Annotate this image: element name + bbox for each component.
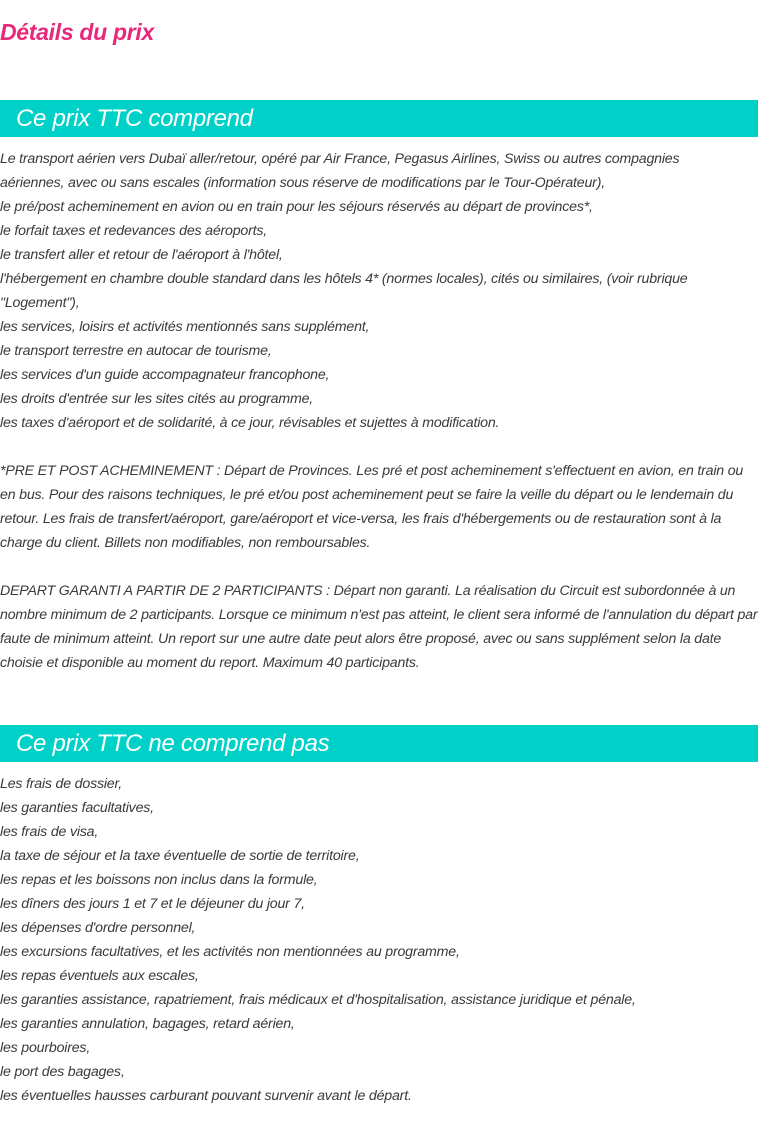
list-item: Les frais de dossier, [0,776,122,792]
list-item: la taxe de séjour et la taxe éventuelle de sortie de territoire, [0,848,360,864]
list-item: l'hébergement en chambre double standard dans les hôtels 4* (normes locales), cités ou similaires, (voir rubrique [0,271,688,287]
list-item: les pourboires, [0,1040,91,1056]
list-item: les frais de visa, [0,824,99,840]
list-item: le forfait taxes et redevances des aéroports, [0,223,268,239]
list-item: les services, loisirs et activités mentionnés sans supplément, [0,319,370,335]
note-depart-garanti [0,579,758,675]
list-item: aériennes, avec ou sans escales (information sous réserve de modifications par le Tour-Opérateur), [0,175,605,191]
list-item: le pré/post acheminement en avion ou en train pour les séjours réservés au départ de provinces*, [0,199,593,215]
list-item: les excursions facultatives, et les activités non mentionnées au programme, [0,944,460,960]
list-item: "Logement"), [0,295,80,311]
note-pre-post-acheminement [0,459,758,555]
note-paragraph: *PRE ET POST ACHEMINEMENT : Départ de Provinces. Les pré et post acheminement s'effectuent en avion, en train ou en bus. Pour des raisons techniques, le pré et/ou post acheminement peut se faire la veille du départ ou le lendemain du retour. Les frais de transfert/aéroport, gare/aéroport et vice-versa, les frais d'hébergements ou de restauration sont à la charge du client. Billets non modifiables, non remboursables. [0,463,744,551]
list-item: le port des bagages, [0,1064,125,1080]
list-item: les dépenses d'ordre personnel, [0,920,196,936]
list-item: les éventuelles hausses carburant pouvant survenir avant le départ. [0,1088,412,1104]
list-item: les droits d'entrée sur les sites cités au programme, [0,391,314,407]
list-item: les garanties annulation, bagages, retard aérien, [0,1016,295,1032]
list-item: les repas et les boissons non inclus dans la formule, [0,872,318,888]
excludes-list [0,772,758,1108]
section-header-includes: Ce prix TTC comprend [0,100,758,137]
list-item: Le transport aérien vers Dubaï aller/retour, opéré par Air France, Pegasus Airlines, Swiss ou autres compagnies [0,151,680,167]
section-header-excludes: Ce prix TTC ne comprend pas [0,725,758,762]
list-item: les dîners des jours 1 et 7 et le déjeuner du jour 7, [0,896,305,912]
list-item: les taxes d'aéroport et de solidarité, à ce jour, révisables et sujettes à modification. [0,415,500,431]
list-item: le transfert aller et retour de l'aéroport à l'hôtel, [0,247,283,263]
note-paragraph: DEPART GARANTI A PARTIR DE 2 PARTICIPANTS : Départ non garanti. La réalisation du Circuit est subordonnée à un nombre minimum de 2 participants. Lorsque ce minimum n'est pas atteint, le client sera informé de l'annulation du départ par faute de minimum atteint. Un report sur une autre date peut alors être proposé, avec ou sans supplément selon la date choisie et disponible au moment du report. Maximum 40 participants. [0,583,758,671]
page-title: Détails du prix [0,19,154,45]
list-item: les repas éventuels aux escales, [0,968,199,984]
list-item: les garanties facultatives, [0,800,154,816]
includes-list [0,147,758,435]
list-item: les services d'un guide accompagnateur francophone, [0,367,330,383]
list-item: les garanties assistance, rapatriement, frais médicaux et d'hospitalisation, assistance juridique et pénale, [0,992,636,1008]
list-item: le transport terrestre en autocar de tourisme, [0,343,272,359]
